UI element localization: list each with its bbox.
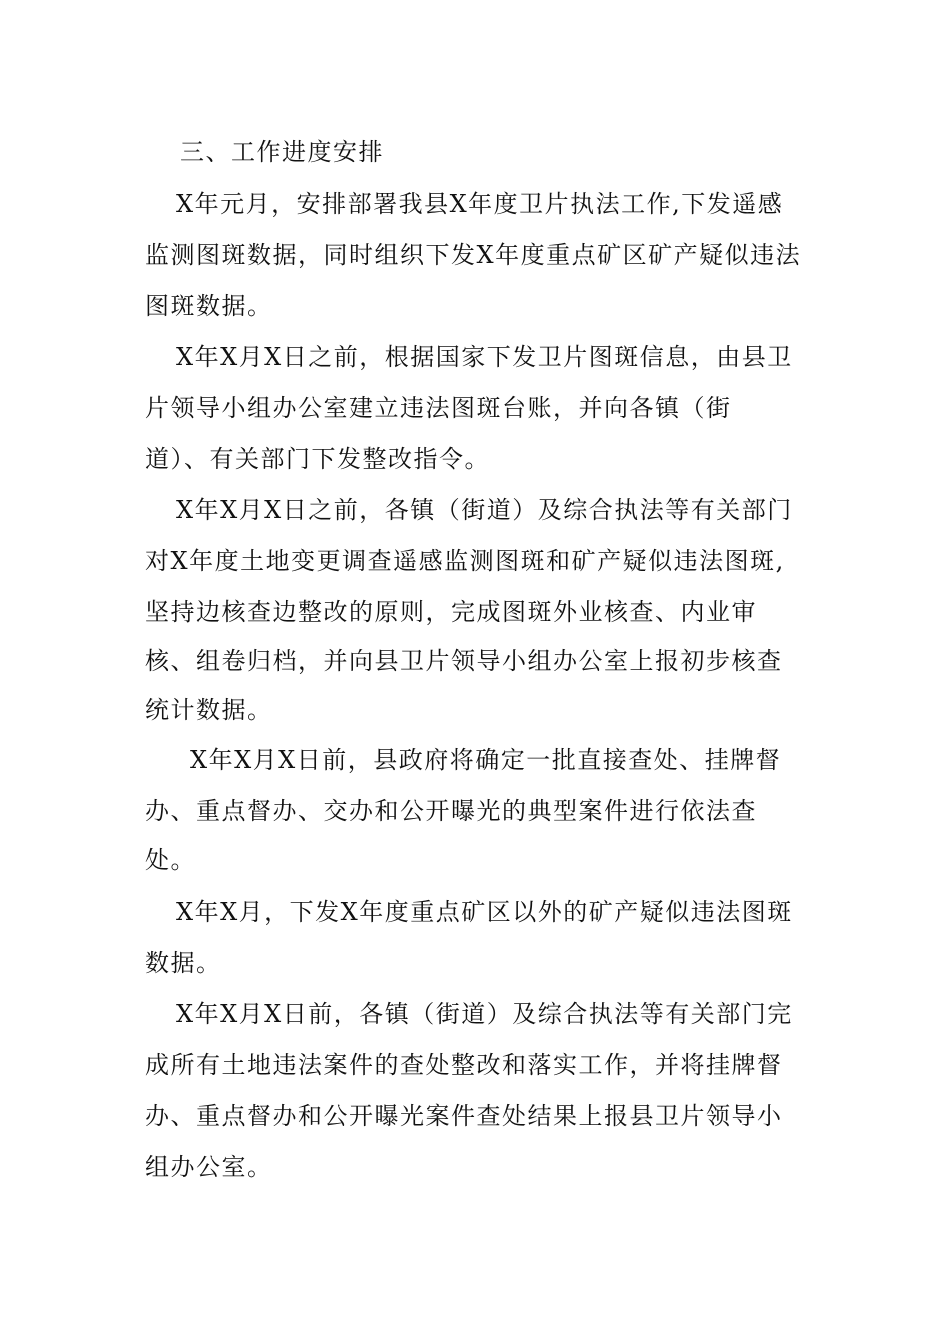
paragraph-2-line-1: X年X月X日之前，根据国家下发卫片图斑信息，由县卫	[176, 343, 793, 371]
paragraph-6-line-4: 组办公室。	[145, 1153, 273, 1181]
paragraph-3-line-1: X年X月X日之前，各镇（街道）及综合执法等有关部门	[176, 496, 793, 524]
paragraph-2-line-3: 道）、有关部门下发整改指令。	[145, 445, 490, 473]
paragraph-4-line-1: X年X月X日前，县政府将确定一批直接查处、挂牌督	[190, 746, 782, 774]
paragraph-3-line-5: 统计数据。	[145, 696, 273, 724]
paragraph-6-line-3: 办、重点督办和公开曝光案件查处结果上报县卫片领导小	[145, 1102, 783, 1130]
paragraph-3-line-3: 坚持边核查边整改的原则，完成图斑外业核查、内业审	[145, 598, 757, 626]
paragraph-1-line-1: X年元月，安排部署我县X年度卫片执法工作,下发遥感	[176, 190, 784, 218]
paragraph-3-line-4: 核、组卷归档，并向县卫片领导小组办公室上报初步核查	[145, 647, 783, 675]
paragraph-5-line-1: X年X月，下发X年度重点矿区以外的矿产疑似违法图斑	[176, 898, 793, 926]
paragraph-4-line-3: 处。	[145, 846, 196, 874]
paragraph-1-line-2: 监测图斑数据，同时组织下发X年度重点矿区矿产疑似违法	[145, 241, 802, 269]
paragraph-6-line-2: 成所有土地违法案件的查处整改和落实工作，并将挂牌督	[145, 1051, 783, 1079]
paragraph-6-line-1: X年X月X日前，各镇（街道）及综合执法等有关部门完	[176, 1000, 793, 1028]
paragraph-5-line-2: 数据。	[145, 949, 222, 977]
paragraph-1-line-3: 图斑数据。	[145, 292, 273, 320]
paragraph-3-line-2: 对X年度土地变更调查遥感监测图斑和矿产疑似违法图斑,	[145, 547, 785, 575]
section-heading: 三、工作进度安排	[180, 138, 384, 166]
paragraph-2-line-2: 片领导小组办公室建立违法图斑台账，并向各镇（街	[145, 394, 732, 422]
paragraph-4-line-2: 办、重点督办、交办和公开曝光的典型案件进行依法查	[145, 797, 757, 825]
